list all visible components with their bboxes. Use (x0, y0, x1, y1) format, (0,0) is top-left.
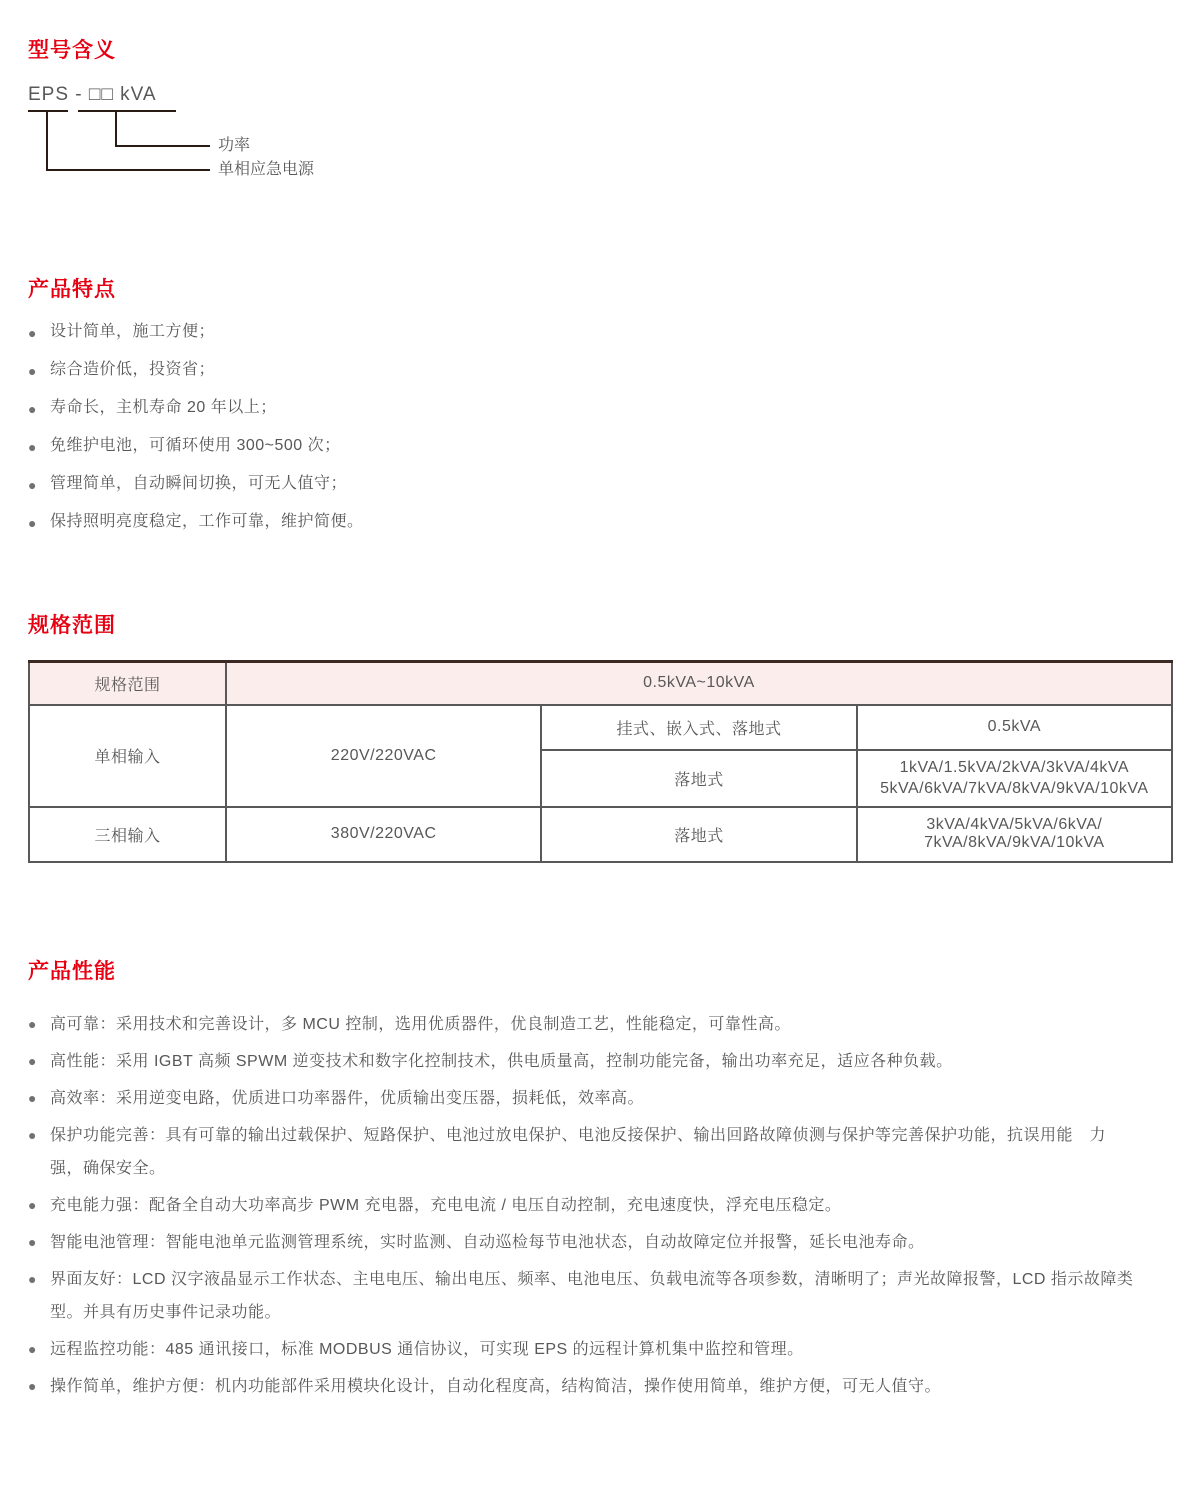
bullet-dot-icon: ● (28, 439, 37, 455)
performance-item-text: 远程监控功能：485 通讯接口，标准 MODBUS 通信协议，可实现 EPS 的远程计算机集中监控和管理。 (50, 1340, 804, 1358)
bullet-dot-icon: ● (28, 1340, 37, 1357)
feature-item-text: 管理简单，自动瞬间切换，可无人值守； (50, 475, 348, 492)
table-header-row (29, 662, 1172, 705)
performance-item-text: 保护功能完善：具有可靠的输出过载保护、短路保护、电池过放电保护、电池反接保护、输出回路故障侦测与保护等完善保护功能，抗误用能 力强，确保安全。 (50, 1126, 1107, 1177)
performance-item-text: 高性能：采用 IGBT 高频 SPWM 逆变技术和数字化控制技术，供电质量高，控制功能完备，输出功率充足，适应各种负载。 (50, 1052, 953, 1070)
performance-item (28, 1045, 1172, 1078)
cell-single-power-b (857, 750, 1172, 807)
connector-horizontal-single-phase (46, 169, 210, 171)
model-code-diagram (28, 84, 1172, 204)
underline-eps-segment (28, 110, 68, 112)
section-title-model-meaning: 型号含义 (28, 39, 116, 62)
performance-item-text: 高效率：采用逆变电路，优质进口功率器件，优质输出变压器，损耗低，效率高。 (50, 1089, 645, 1107)
feature-item (28, 475, 1172, 493)
performance-item (28, 1263, 1172, 1329)
feature-item (28, 323, 1172, 341)
section-title-spec-range: 规格范围 (28, 614, 116, 637)
performance-item-text: 操作简单，维护方便：机内功能部件采用模块化设计，自动化程度高，结构简洁，操作使用简单，维护方便，可无人值守。 (50, 1377, 942, 1395)
cell-three-phase-input: 三相输入 (29, 807, 226, 862)
feature-item-text: 寿命长，主机寿命 20 年以上； (50, 399, 277, 416)
bullet-dot-icon: ● (28, 477, 37, 493)
product-performance-list (28, 1008, 1172, 1403)
feature-item (28, 399, 1172, 417)
bullet-dot-icon: ● (28, 1270, 37, 1287)
bullet-dot-icon: ● (28, 1015, 37, 1032)
product-features-list (28, 323, 1172, 531)
performance-item (28, 1333, 1172, 1366)
connector-vertical-power (115, 111, 117, 147)
bullet-dot-icon: ● (28, 363, 37, 379)
performance-item (28, 1189, 1172, 1222)
diagram-label-single-phase: 单相应急电源 (218, 161, 315, 178)
bullet-dot-icon: ● (28, 1377, 37, 1394)
cell-single-mount-b: 落地式 (541, 750, 856, 807)
feature-item-text: 保持照明亮度稳定，工作可靠，维护简便。 (50, 513, 364, 530)
performance-item (28, 1226, 1172, 1259)
performance-item (28, 1119, 1172, 1185)
feature-item-text: 综合造价低，投资省； (50, 361, 216, 378)
cell-three-power: 3kVA/4kVA/5kVA/6kVA/ 7kVA/8kVA/9kVA/10kVA (857, 807, 1172, 862)
model-code-text: EPS - □□ kVA (28, 84, 157, 105)
feature-item (28, 513, 1172, 531)
cell-single-mount-a: 挂式、嵌入式、落地式 (541, 705, 856, 750)
underline-kva-segment (78, 110, 176, 112)
cell-single-phase-voltage: 220V/220VAC (226, 705, 541, 807)
connector-horizontal-power (115, 145, 210, 147)
spec-header-value-cell: 0.5kVA~10kVA (226, 662, 1172, 705)
spec-range-table (28, 660, 1173, 863)
table-row-single-phase-a (29, 705, 1172, 750)
bullet-dot-icon: ● (28, 401, 37, 417)
performance-item-text: 高可靠：采用技术和完善设计，多 MCU 控制，选用优质器件，优良制造工艺，性能稳定，可靠性高。 (50, 1015, 791, 1033)
cell-single-power-a: 0.5kVA (857, 705, 1172, 750)
connector-vertical-single-phase (46, 111, 48, 171)
cell-three-phase-voltage: 380V/220VAC (226, 807, 541, 862)
performance-item (28, 1008, 1172, 1041)
bullet-dot-icon: ● (28, 1126, 37, 1143)
performance-item-text: 智能电池管理：智能电池单元监测管理系统，实时监测、自动巡检每节电池状态，自动故障定位并报警，延长电池寿命。 (50, 1233, 925, 1251)
section-title-product-features: 产品特点 (28, 278, 116, 301)
feature-item (28, 437, 1172, 455)
feature-item-text: 免维护电池，可循环使用 300~500 次； (50, 437, 341, 454)
table-row-three-phase (29, 807, 1172, 862)
section-title-product-performance: 产品性能 (28, 959, 116, 983)
performance-item (28, 1370, 1172, 1403)
performance-item (28, 1082, 1172, 1115)
performance-item-text: 充电能力强：配备全自动大功率高步 PWM 充电器，充电电流 / 电压自动控制，充电速度快，浮充电压稳定。 (50, 1196, 842, 1214)
bullet-dot-icon: ● (28, 325, 37, 341)
feature-item-text: 设计简单，施工方便； (50, 323, 216, 340)
feature-item (28, 361, 1172, 379)
cell-three-mount: 落地式 (541, 807, 856, 862)
diagram-label-power: 功率 (218, 137, 251, 154)
cell-single-phase-input: 单相输入 (29, 705, 226, 807)
bullet-dot-icon: ● (28, 1233, 37, 1250)
bullet-dot-icon: ● (28, 1089, 37, 1106)
cell-single-power-b-line1: 1kVA/1.5kVA/2kVA/3kVA/4kVA (899, 759, 1130, 776)
bullet-dot-icon: ● (28, 515, 37, 531)
spec-header-label-cell: 规格范围 (29, 662, 226, 705)
cell-single-power-b-line2: 5kVA/6kVA/7kVA/8kVA/9kVA/10kVA (880, 780, 1149, 797)
performance-item-text: 界面友好：LCD 汉字液晶显示工作状态、主电电压、输出电压、频率、电池电压、负载电流等各项参数，清晰明了；声光故障报警，LCD 指示故障类型。并具有历史事件记录功能。 (50, 1270, 1134, 1321)
bullet-dot-icon: ● (28, 1052, 37, 1069)
bullet-dot-icon: ● (28, 1196, 37, 1213)
